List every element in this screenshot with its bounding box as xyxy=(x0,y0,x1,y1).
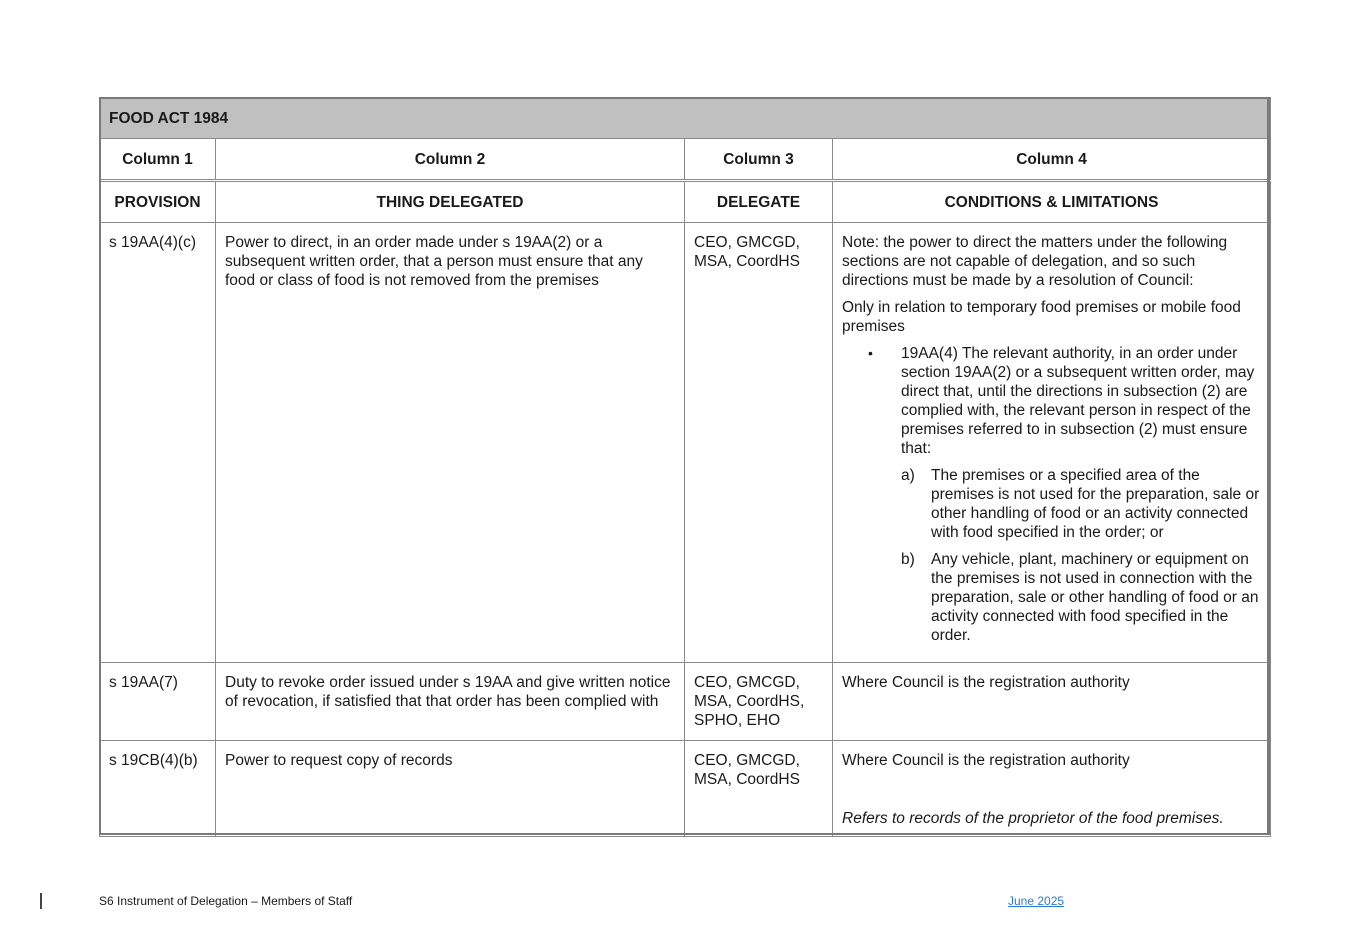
table-row xyxy=(100,741,1271,837)
conditions-relation: Only in relation to temporary food premises or mobile food premises xyxy=(842,299,1241,335)
provision-cell: s 19AA(4)(c) xyxy=(100,223,216,663)
delegate-cell: CEO, GMCGD, MSA, CoordHS xyxy=(685,741,833,837)
table-title-row xyxy=(100,98,1271,139)
column-number-row xyxy=(100,139,1271,181)
delegate-cell: CEO, GMCGD, MSA, CoordHS, SPHO, EHO xyxy=(685,663,833,741)
sublist-item-a xyxy=(842,466,1261,542)
footer-document-title: S6 Instrument of Delegation – Members of Staff xyxy=(99,894,353,908)
conditions-cell xyxy=(833,223,1271,663)
provision-cell: s 19CB(4)(b) xyxy=(100,741,216,837)
sublist-text: The premises or a specified area of the premises is not used for the preparation, sale or other handling of food or an activity connected with food specified in the order; or xyxy=(931,467,1260,541)
bullet-item xyxy=(842,344,1261,458)
act-title: FOOD ACT 1984 xyxy=(100,98,1271,139)
column-header-row xyxy=(100,181,1271,223)
provision-cell: s 19AA(7) xyxy=(100,663,216,741)
column-number-3: Column 3 xyxy=(685,139,833,181)
sublist-label: a) xyxy=(901,467,915,484)
conditions-note: Note: the power to direct the matters under the following sections are not capable of delegation, and so such directions must be made by a resolution of Council: xyxy=(842,234,1228,289)
thing-delegated-cell: Duty to revoke order issued under s 19AA and give written notice of revocation, if satisfied that that order has been complied with xyxy=(216,663,685,741)
sublist-item-b xyxy=(842,550,1261,645)
conditions-cell xyxy=(833,741,1271,837)
column-number-1: Column 1 xyxy=(100,139,216,181)
conditions-cell xyxy=(833,663,1271,741)
bullet-icon: • xyxy=(868,345,873,361)
conditions-italic-note: Refers to records of the proprietor of the food premises. xyxy=(842,810,1224,827)
delegation-table xyxy=(99,97,1271,837)
table-row xyxy=(100,223,1271,663)
thing-delegated-cell: Power to direct, in an order made under s 19AA(2) or a subsequent written order, that a person must ensure that any food or class of food is not removed from the premises xyxy=(216,223,685,663)
header-delegate: DELEGATE xyxy=(685,181,833,223)
table-row xyxy=(100,663,1271,741)
header-conditions: CONDITIONS & LIMITATIONS xyxy=(833,181,1271,223)
thing-delegated-cell: Power to request copy of records xyxy=(216,741,685,837)
conditions-text: Where Council is the registration authority xyxy=(842,674,1130,691)
column-number-2: Column 2 xyxy=(216,139,685,181)
change-bar-marker xyxy=(40,893,42,909)
footer-date-link[interactable]: June 2025 xyxy=(1008,894,1065,908)
header-provision: PROVISION xyxy=(100,181,216,223)
sublist-label: b) xyxy=(901,551,915,568)
sublist-text: Any vehicle, plant, machinery or equipment on the premises is not used in connection with the preparation, sale or other handling of food or an activity connected with food specified in the order. xyxy=(931,551,1259,644)
delegate-cell: CEO, GMCGD, MSA, CoordHS xyxy=(685,223,833,663)
header-thing-delegated: THING DELEGATED xyxy=(216,181,685,223)
bullet-text: 19AA(4) The relevant authority, in an order under section 19AA(2) or a subsequent written order, may direct that, until the directions in subsection (2) are complied with, the relevant person in respect of the premises referred to in subsection (2) must ensure that: xyxy=(901,345,1255,457)
column-number-4: Column 4 xyxy=(833,139,1271,181)
conditions-text: Where Council is the registration authority xyxy=(842,752,1130,769)
